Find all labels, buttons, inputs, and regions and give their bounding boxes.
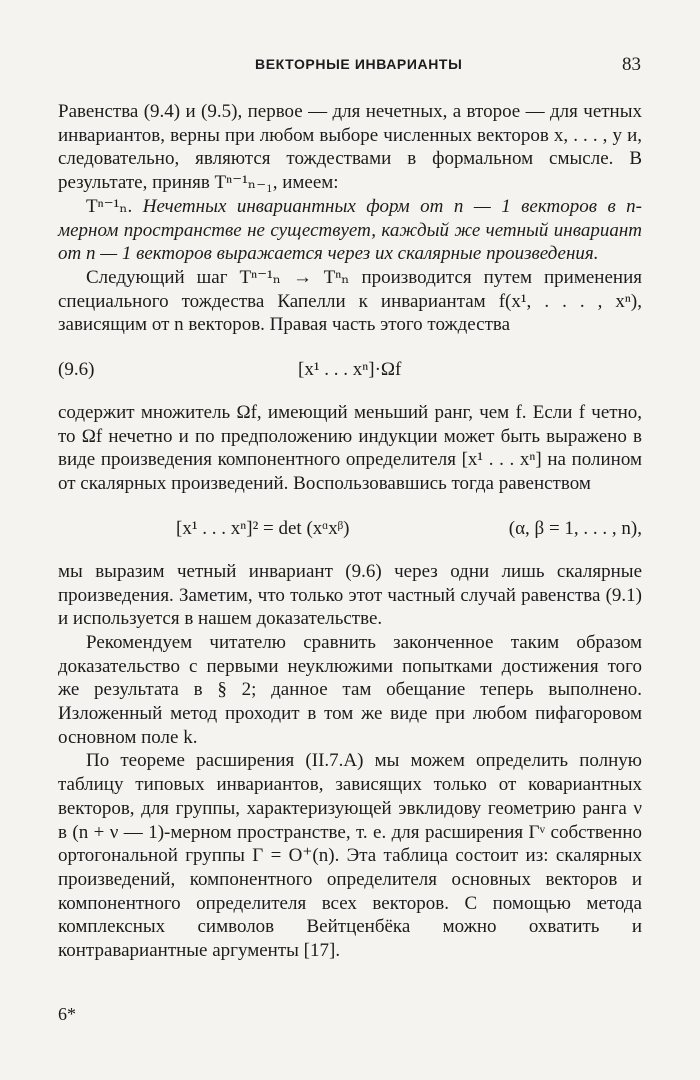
paragraph-3: содержит множитель Ωf, имеющий меньший ранг, чем f. Если f четно, то Ωf нечетно и по предположению индукции может быть выражено в виде произведения компонентного определителя [x¹ . . . xⁿ] на полином от скалярных произведений. Воспользовавшись тогда равенством: [58, 402, 642, 495]
page-number: 83: [622, 54, 641, 75]
paragraph-6: По теореме расширения (II.7.A) мы можем определить полную таблицу типовых инвариантов, зависящих только от ковариантных векторов, для группы, характеризующей эвклидову геометрию ранга ν в (n + ν — 1)-мерном пространстве, т. е. для расширения Γᵛ собственно ортогональной группы Γ = O⁺(n). Эта таблица состоит из: скалярных произведений, компонентного определителя основных векторов и компонентного определителя всех векторов. С помощью метода комплексных символов Вейтценбёка можно охватить и контравариантные аргументы [17].: [58, 750, 642, 962]
running-title: ВЕКТОРНЫЕ ИНВАРИАНТЫ: [255, 56, 463, 72]
equation-label: (9.6): [58, 359, 95, 381]
page-body: [58, 100, 642, 963]
equation-9-6: [58, 347, 642, 393]
equation-body: [x¹ . . . xⁿ]·Ωf: [298, 359, 402, 381]
signature-mark: 6*: [58, 1004, 76, 1024]
paragraph-2: Следующий шаг Tⁿ⁻¹ₙ → Tⁿₙ производится путем применения специального тождества Капелли к инвариантам f(x¹, . . . , xⁿ), зависящим от n векторов. Правая часть этого тождества: [58, 266, 642, 336]
theorem-label: Tⁿ⁻¹ₙ.: [86, 195, 133, 217]
paragraph-4: мы выразим четный инвариант (9.6) через одни лишь скалярные произведения. Заметим, что только этот частный случай равенства (9.1) и используется в нашем доказательстве.: [58, 560, 642, 630]
theorem-text: Нечетных инвариантных форм от n — 1 векторов в n-мерном пространстве не существует, каждый же четный инвариант от n — 1 векторов выражается через их скалярные произведения.: [58, 195, 642, 265]
equation-condition: (α, β = 1, . . . , n),: [508, 517, 642, 539]
equation-determinant: [58, 506, 642, 552]
paragraph-1: Равенства (9.4) и (9.5), первое — для нечетных, а второе — для четных инвариантов, верны при любом выборе численных векторов x, . . . , y и, следовательно, являются тождествами в формальном смысле. В результате, приняв Tⁿ⁻¹ₙ₋₁, имеем:: [58, 101, 642, 194]
theorem-statement: [58, 195, 642, 266]
paragraph-5: Рекомендуем читателю сравнить законченное таким образом доказательство с первыми неуклюжими попытками достижения того же результата в § 2; данное там обещание теперь выполнено. Изложенный метод проходит в том же виде при любом пифагоровом основном поле k.: [58, 631, 642, 748]
equation-body: [x¹ . . . xⁿ]² = det (xᵅxᵝ): [176, 517, 350, 539]
page-header: [0, 52, 700, 78]
